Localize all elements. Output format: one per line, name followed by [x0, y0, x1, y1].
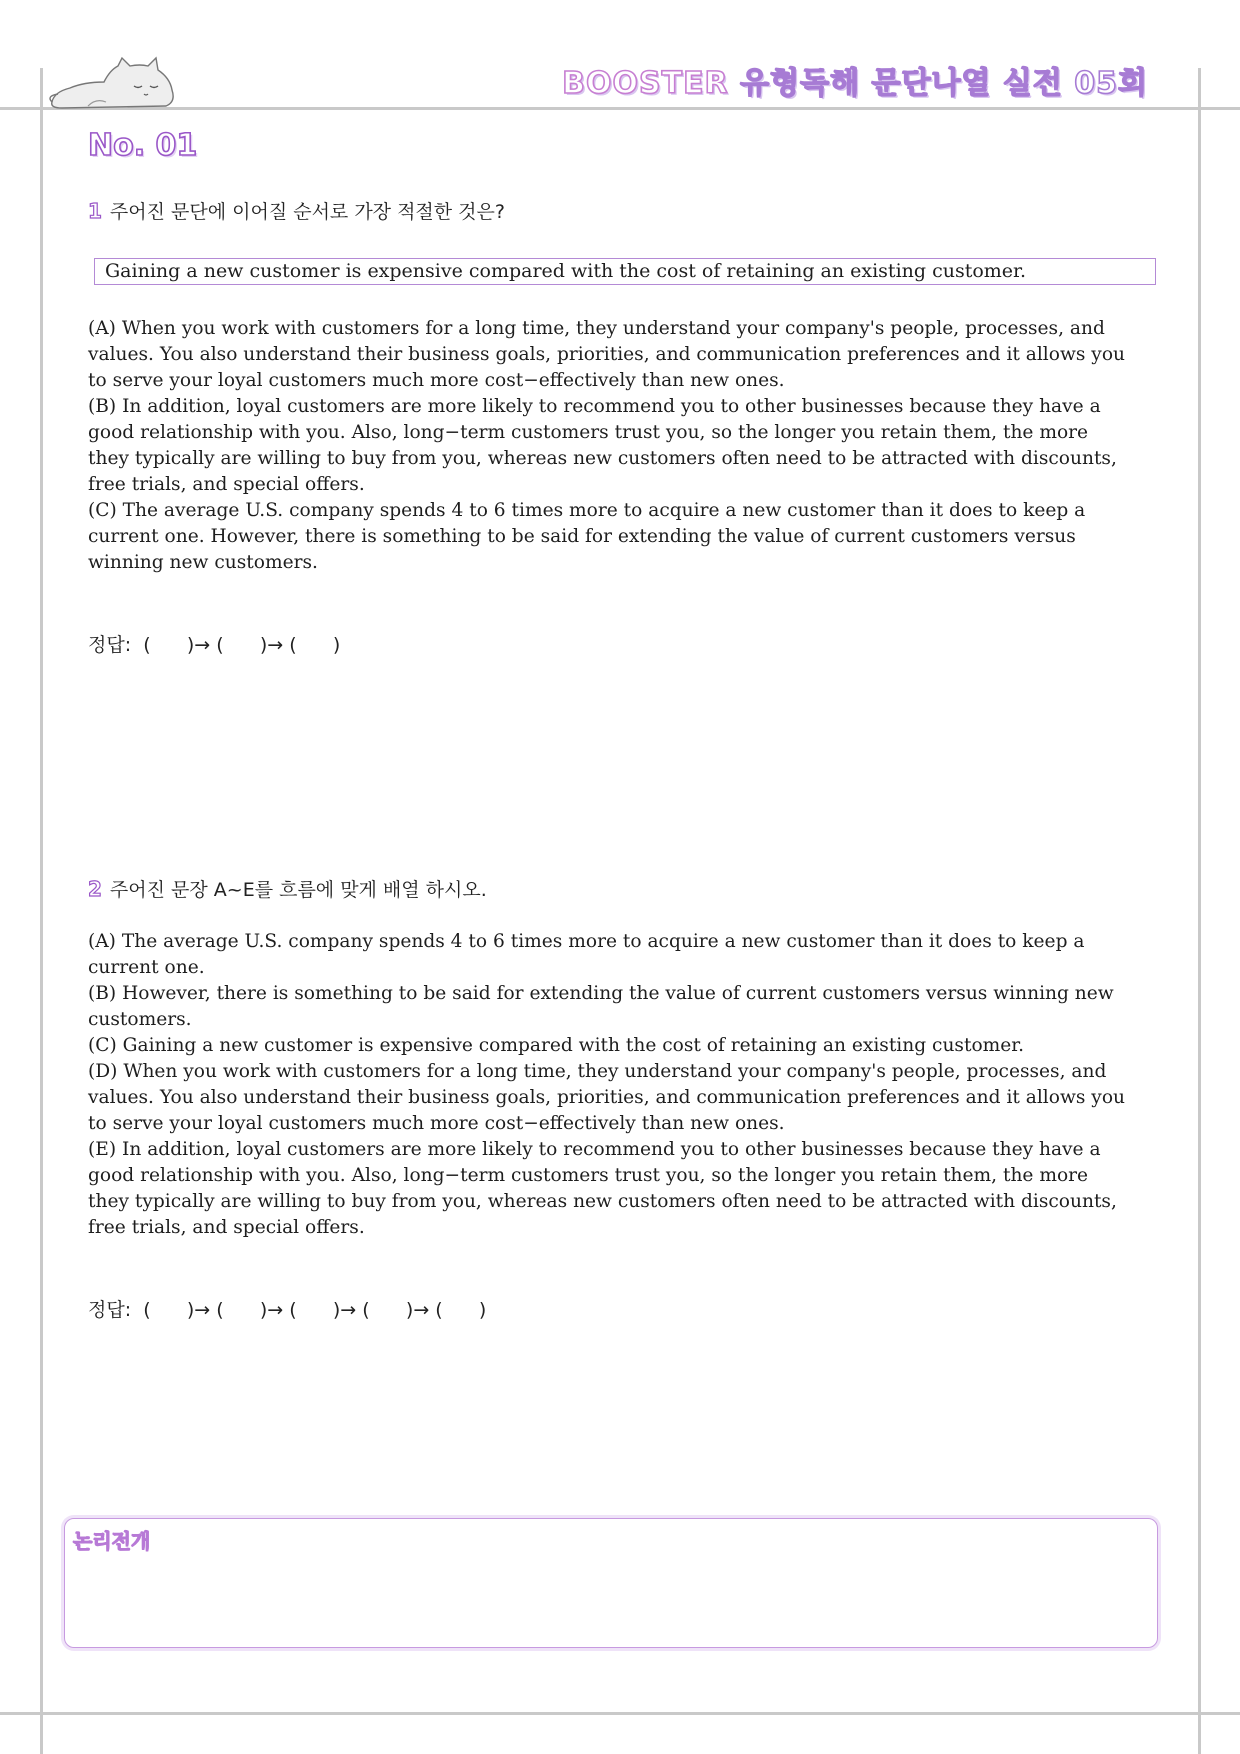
- logic-notes-box[interactable]: [64, 1518, 1158, 1648]
- paragraph-c: (C) The average U.S. company spends 4 to 6 times more to acquire a new customer than it does to keep a current one. However, there is something to be said for extending the value of current customers versus winning new customers.: [88, 500, 1086, 573]
- page-number: No. 01: [88, 128, 198, 163]
- logic-notes-label: 논리전개: [73, 1529, 151, 1553]
- question-2-title: [88, 875, 487, 902]
- sentence-b: (B) However, there is something to be said for extending the value of current customers versus winning new customers.: [88, 983, 1114, 1030]
- right-margin-rule: [1198, 68, 1201, 1754]
- question-2-number: 2: [88, 877, 102, 901]
- footer-rule: [0, 1712, 1240, 1715]
- paragraph-b: (B) In addition, loyal customers are more likely to recommend you to other businesses because they have a good relationship with you. Also, long−term customers trust you, so the longer you retain them, the more they typically are willing to buy from you, whereas new customers often need to be attracted with discounts, free trials, and special offers.: [88, 396, 1117, 495]
- header-title: [562, 58, 1148, 102]
- question-1-answer-blank[interactable]: 정답: ( )→ ( )→ ( ): [88, 634, 341, 656]
- question-1-instruction: 주어진 문단에 이어질 순서로 가장 적절한 것은?: [109, 201, 505, 223]
- question-2-answer-blank[interactable]: 정답: ( )→ ( )→ ( )→ ( )→ ( ): [88, 1299, 487, 1321]
- sentence-a: (A) The average U.S. company spends 4 to 6 times more to acquire a new customer than it does to keep a current one.: [88, 931, 1085, 978]
- brand-name: BOOSTER: [562, 66, 729, 101]
- left-margin-rule: [40, 68, 43, 1754]
- question-1-passage: [88, 316, 1128, 576]
- question-1-number: 1: [88, 199, 102, 223]
- sentence-d: (D) When you work with customers for a long time, they understand your company's people, processes, and values. You also understand their business goals, priorities, and communication preferences and it allows you to serve your loyal customers much more cost−effectively than new ones.: [88, 1061, 1125, 1134]
- question-2-instruction: 주어진 문장 A~E를 흐름에 맞게 배열 하시오.: [109, 879, 487, 901]
- question-2-passage: [88, 929, 1128, 1241]
- sleeping-cat-icon: [48, 52, 188, 112]
- sentence-e: (E) In addition, loyal customers are more likely to recommend you to other businesses because they have a good relationship with you. Also, long−term customers trust you, so the longer you retain them, the more they typically are willing to buy from you, whereas new customers often need to be attracted with discounts, free trials, and special offers.: [88, 1139, 1117, 1238]
- given-sentence-box: Gaining a new customer is expensive compared with the cost of retaining an existing customer.: [94, 258, 1156, 285]
- paragraph-a: (A) When you work with customers for a long time, they understand your company's people, processes, and values. You also understand their business goals, priorities, and communication preferences and it allows you to serve your loyal customers much more cost−effectively than new ones.: [88, 318, 1125, 391]
- question-1-title: [88, 197, 505, 224]
- series-title: 유형독해 문단나열 실전 05회: [740, 66, 1148, 101]
- sentence-c: (C) Gaining a new customer is expensive compared with the cost of retaining an existing customer.: [88, 1035, 1025, 1056]
